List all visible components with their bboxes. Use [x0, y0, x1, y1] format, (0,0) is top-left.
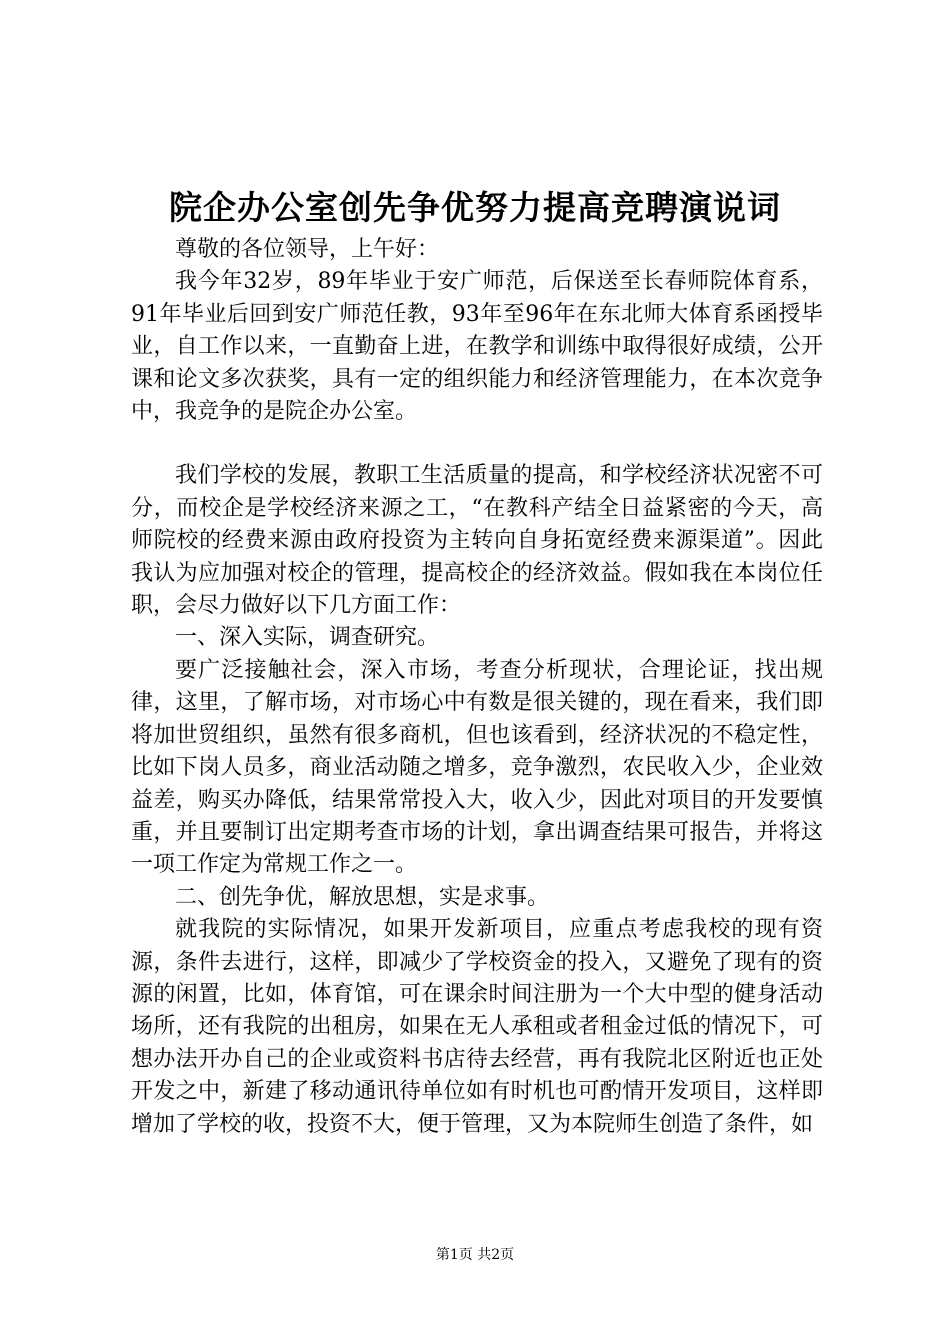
section-heading-2: 二、创先争优，解放思想，实是求事。	[175, 884, 550, 910]
self-intro-paragraph: 我今年32岁，89年毕业于安广师范，后保送至长春师院体育系，91年毕业后回到安广师范任教，93年至96年在东北师大体育系函授毕业，自工作以来，一直勤奋上进，在教学和训练中取得很好成绩，公开课和论文多次获奖，具有一定的组织能力和经济管理能力，在本次竞争中，我竞争的是院企办公室。	[131, 269, 823, 425]
document-body	[131, 234, 823, 1141]
greeting-paragraph: 尊敬的各位领导，上午好：	[175, 237, 440, 262]
section-body-1: 要广泛接触社会，深入市场，考查分析现状，合理论证，找出规律，这里，了解市场，对市场心中有数是很关键的，现在看来，我们即将加世贸组织，虽然有很多商机，但也该看到，经济状况的不稳定性，比如下岗人员多，商业活动随之增多，竞争激烈，农民收入少，企业效益差，购买办降低，结果常常投入大，收入少，因此对项目的开发要慎重，并且要制订出定期考查市场的计划，拿出调查结果可报告，并将这一项工作定为常规工作之一。	[131, 657, 823, 878]
motivation-paragraph: 我们学校的发展，教职工生活质量的提高，和学校经济状况密不可分，而校企是学校经济来源之工，“在教科产结全日益紧密的今天，高师院校的经费来源由政府投资为主转向自身拓宽经费来源渠道”。因此我认为应加强对校企的管理，提高校企的经济效益。假如我在本岗位任职，会尽力做好以下几方面工作：	[131, 463, 823, 619]
section-body-2: 就我院的实际情况，如果开发新项目，应重点考虑我校的现有资源，条件去进行，这样，即减少了学校资金的投入，又避免了现有的资源的闲置，比如，体育馆，可在课余时间注册为一个大中型的健身活动场所，还有我院的出租房，如果在无人承租或者租金过低的情况下，可想办法开办自己的企业或资料书店待去经营，再有我院北区附近也正处开发之中，新建了移动通讯待单位如有时机也可酌情开发项目，这样即增加了学校的收，投资不大，便于管理，又为本院师生创造了条件，如	[131, 917, 823, 1137]
section-heading-1: 一、深入实际，调查研究。	[175, 625, 440, 651]
page-number-footer: 第1页 共2页	[435, 1247, 515, 1263]
page-title: 院企办公室创先争优努力提高竞聘演说词	[169, 188, 781, 227]
